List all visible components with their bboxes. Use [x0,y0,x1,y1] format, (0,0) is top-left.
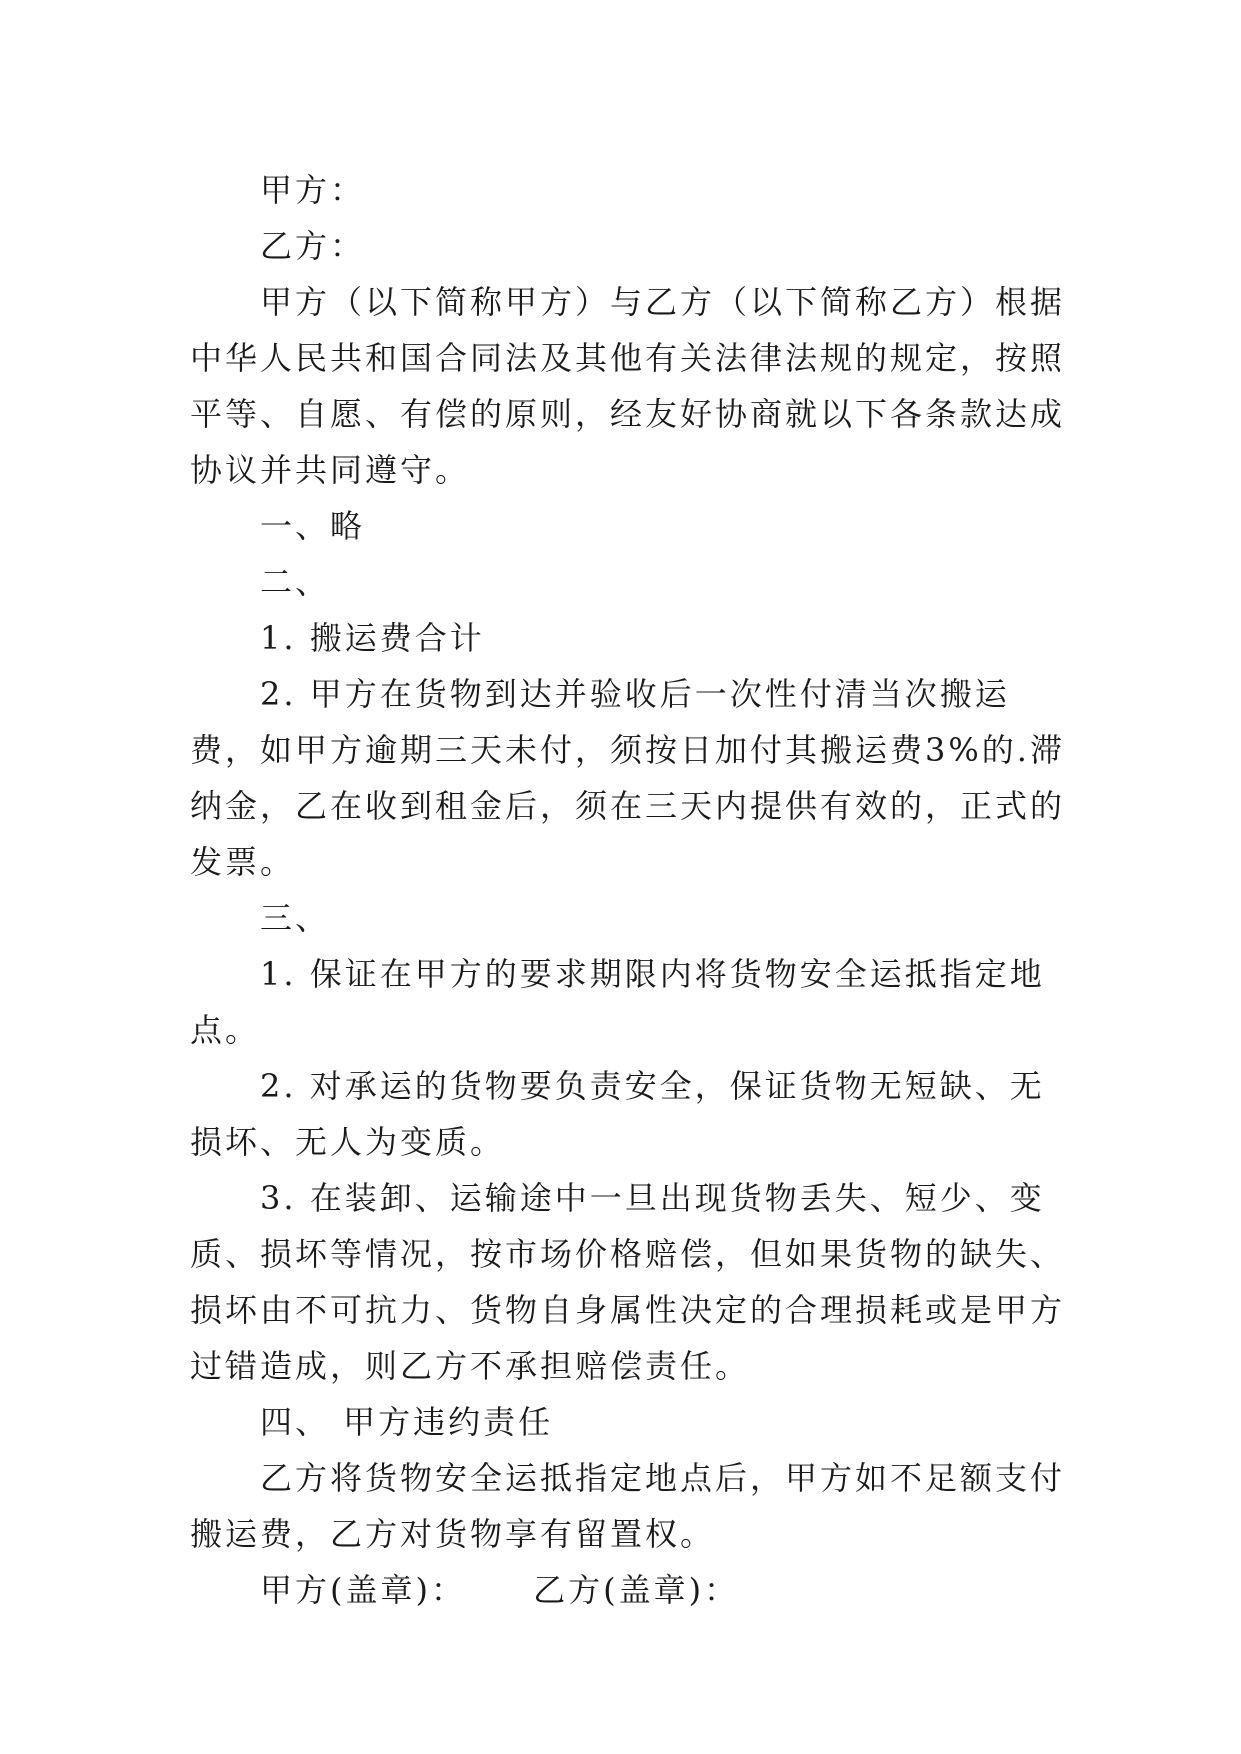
section-3-item-1: 1. 保证在甲方的要求期限内将货物安全运抵指定地点。 [190,955,1045,1049]
intro-paragraph: 甲方（以下简称甲方）与乙方（以下简称乙方）根据中华人民共和国合同法及其他有关法律法规的规定，按照平等、自愿、有偿的原则，经友好协商就以下各条款达成协议并共同遵守。 [190,283,1066,489]
section-3-item-2: 2. 对承运的货物要负责安全，保证货物无短缺、无损坏、无人为变质。 [190,1067,1045,1161]
party-b-line: 乙方： [260,227,366,265]
party-a-signature: 甲方(盖章)： [260,1571,466,1609]
section-1-heading: 一、略 [260,507,366,545]
party-b-signature: 乙方(盖章)： [533,1571,740,1609]
section-2-item-1: 1. 搬运费合计 [260,619,485,657]
signature-line [190,1562,1070,1618]
section-3-item-3: 3. 在装卸、运输途中一旦出现货物丢失、短少、变质、损坏等情况，按市场价格赔偿，但如果货物的缺失、损坏由不可抗力、货物自身属性决定的合理损耗或是甲方过错造成，则乙方不承担赔偿责任。 [190,1179,1066,1385]
section-4-heading: 四、 甲方违约责任 [260,1403,554,1441]
contract-body [190,162,1070,1618]
section-2-heading: 二、 [260,563,331,601]
section-3-heading: 三、 [260,899,331,937]
section-4-body: 乙方将货物安全运抵指定地点后，甲方如不足额支付搬运费，乙方对货物享有留置权。 [190,1459,1066,1553]
section-2-item-2: 2. 甲方在货物到达并验收后一次性付清当次搬运费，如甲方逾期三天未付，须按日加付其搬运费3%的.滞纳金，乙在收到租金后，须在三天内提供有效的，正式的发票。 [190,675,1066,881]
party-a-line: 甲方： [260,171,366,209]
